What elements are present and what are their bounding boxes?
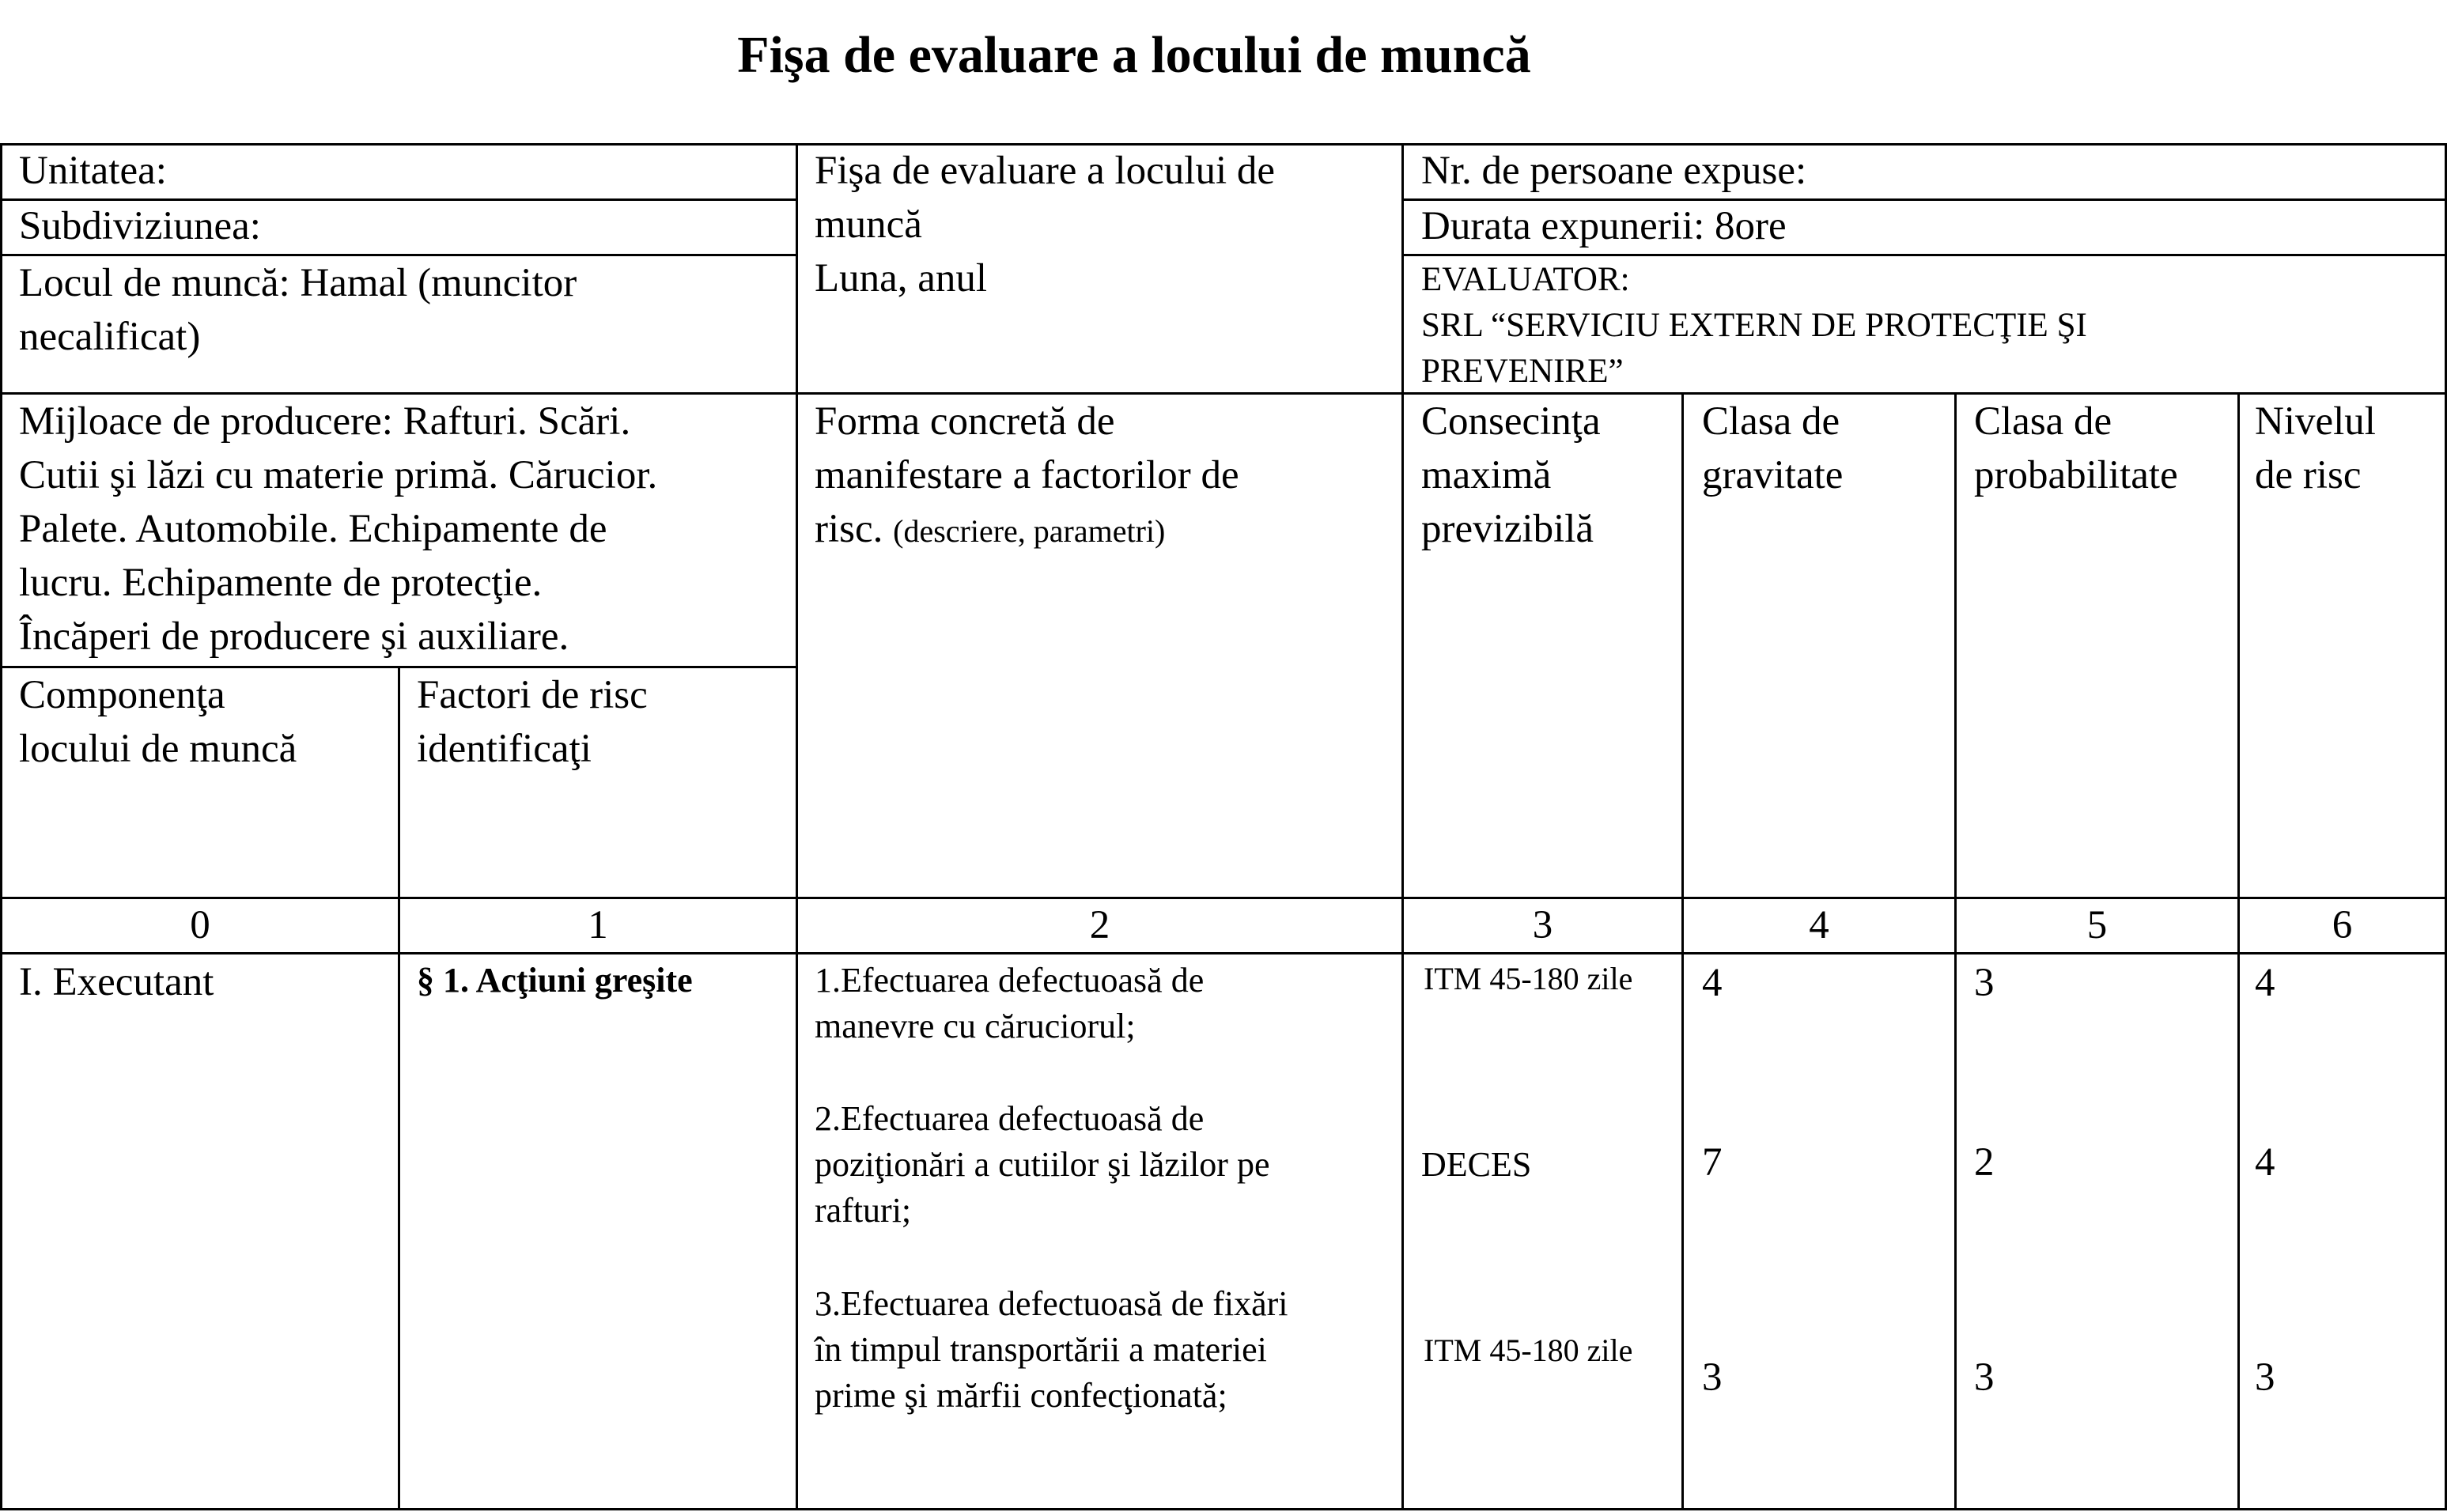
column-number: 2 xyxy=(1089,903,1110,947)
consequence-cell: DECES xyxy=(1421,1145,1532,1184)
risk-factor-cell: § 1. Acţiuni greşite xyxy=(417,961,693,1000)
header-line: Componenţa xyxy=(19,673,225,717)
description-line: rafturi; xyxy=(815,1191,912,1230)
evaluator-label: EVALUATOR: xyxy=(1421,261,1630,298)
row-divider xyxy=(0,952,2447,954)
unit-label: Unitatea: xyxy=(19,149,167,193)
evaluator-name: SRL “SERVICIU EXTERN DE PROTECŢIE ŞI xyxy=(1421,307,2087,344)
production-means-line: Încăperi de producere şi auxiliare. xyxy=(19,614,569,659)
header-line: maximă xyxy=(1421,453,1552,497)
probability-cell: 3 xyxy=(1974,961,1995,1005)
description-line: poziţionări a cutiilor şi lăzilor pe xyxy=(815,1145,1270,1184)
production-means-line: lucru. Echipamente de protecţie. xyxy=(19,561,543,605)
column-number: 0 xyxy=(190,903,210,947)
header-line: Nivelul xyxy=(2255,399,2376,444)
risk-level-cell: 3 xyxy=(2255,1355,2275,1400)
consequence-cell: ITM 45-180 zile xyxy=(1424,961,1633,996)
risk-level-header xyxy=(2255,395,2376,502)
row-divider xyxy=(1404,254,2447,256)
header-line: Forma concretă de xyxy=(815,399,1115,444)
header-line: Clasa de xyxy=(1702,399,1840,444)
component-cell: I. Executant xyxy=(19,960,214,1004)
description-line: manevre cu căruciorul; xyxy=(815,1007,1136,1045)
form-info xyxy=(815,144,1275,305)
probability-cell: 2 xyxy=(1974,1140,1995,1185)
probability-cell: 3 xyxy=(1974,1355,1995,1400)
header-note: (descriere, parametri) xyxy=(893,513,1166,549)
description-line: 3.Efectuarea defectuoasă de fixări xyxy=(815,1284,1288,1323)
column-number: 6 xyxy=(2332,903,2353,947)
table-border-bottom xyxy=(0,1508,2447,1510)
production-means-line: Palete. Automobile. Echipamente de xyxy=(19,507,607,551)
workplace-component-header xyxy=(19,668,297,776)
header-line: manifestare a factorilor de xyxy=(815,453,1239,497)
header-line: Factori de risc xyxy=(417,673,648,717)
header-line xyxy=(815,502,1239,558)
risk-level-cell: 4 xyxy=(2255,961,2275,1005)
risk-level-cell: 4 xyxy=(2255,1140,2275,1185)
header-line: Consecinţa xyxy=(1421,399,1601,444)
production-means-header xyxy=(19,395,657,663)
column-number: 3 xyxy=(1532,903,1553,947)
workplace-label xyxy=(19,256,577,364)
header-line: previzibilă xyxy=(1421,507,1594,551)
risk-description xyxy=(815,1096,1269,1234)
gravity-cell: 4 xyxy=(1702,961,1723,1005)
risk-manifestation-header xyxy=(815,395,1239,558)
header-line: de risc xyxy=(2255,453,2362,497)
column-divider xyxy=(398,666,400,1510)
form-info-line: Fişa de evaluare a locului de xyxy=(815,149,1276,193)
exposure-duration-label: Durata expunerii: 8ore xyxy=(1421,204,1787,248)
column-divider xyxy=(796,143,798,1510)
column-number: 1 xyxy=(588,903,608,947)
gravity-cell: 3 xyxy=(1702,1355,1723,1400)
header-line: identificaţi xyxy=(417,727,592,771)
gravity-cell: 7 xyxy=(1702,1140,1723,1185)
risk-description xyxy=(815,958,1204,1049)
workplace-line: Locul de muncă: Hamal (muncitor xyxy=(19,261,577,305)
workplace-line: necalificat) xyxy=(19,315,201,359)
page-title: Fişa de evaluare a locului de muncă xyxy=(737,26,1531,84)
description-line: 1.Efectuarea defectuoasă de xyxy=(815,961,1205,1000)
evaluator-name: PREVENIRE” xyxy=(1421,353,1624,390)
table-border-left xyxy=(0,143,2,1510)
risk-description xyxy=(815,1281,1288,1419)
subdivision-label: Subdiviziunea: xyxy=(19,204,261,248)
consequence-header xyxy=(1421,395,1601,556)
description-line: 2.Efectuarea defectuoasă de xyxy=(815,1099,1205,1138)
description-line: prime şi mărfii confecţionată; xyxy=(815,1376,1227,1415)
column-divider xyxy=(1401,143,1404,1510)
production-means-line: Mijloace de producere: Rafturi. Scări. xyxy=(19,399,631,444)
probability-header xyxy=(1974,395,2178,502)
header-line: probabilitate xyxy=(1974,453,2178,497)
header-line: gravitate xyxy=(1702,453,1844,497)
exposed-persons-label: Nr. de persoane expuse: xyxy=(1421,149,1807,193)
column-number: 5 xyxy=(2086,903,2108,947)
form-info-line: muncă xyxy=(815,202,922,247)
gravity-header xyxy=(1702,395,1843,502)
risk-factors-header xyxy=(417,668,648,776)
evaluator-block xyxy=(1421,257,2087,395)
header-text: risc. xyxy=(815,507,883,551)
production-means-line: Cutii şi lăzi cu materie primă. Cărucior. xyxy=(19,453,658,497)
description-line: în timpul transportării a materiei xyxy=(815,1330,1267,1369)
month-year-label: Luna, anul xyxy=(815,256,988,301)
header-line: locului de muncă xyxy=(19,727,297,771)
consequence-cell: ITM 45-180 zile xyxy=(1424,1332,1633,1368)
column-number: 4 xyxy=(1809,903,1829,947)
header-line: Clasa de xyxy=(1974,399,2112,444)
